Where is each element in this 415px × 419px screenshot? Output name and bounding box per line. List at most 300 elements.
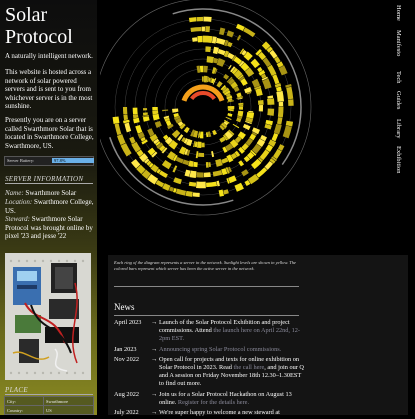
sunlight-arc (261, 151, 267, 159)
sunlight-arc (157, 182, 163, 186)
sunlight-arc (150, 149, 153, 153)
sunlight-arc (206, 184, 216, 185)
sunlight-arc (244, 29, 254, 35)
sunlight-arc (238, 93, 239, 97)
place-table (4, 396, 94, 415)
sunlight-arc (158, 170, 160, 172)
sunlight-arc (242, 80, 245, 85)
server-name-row (5, 189, 95, 198)
sunlight-arc (249, 118, 250, 122)
sunlight-arc (246, 182, 250, 184)
sunlight-arc (255, 129, 257, 133)
server-steward-row (5, 215, 95, 241)
sunlight-arc (227, 33, 233, 35)
sunlight-arc (263, 75, 265, 78)
sunlight-arc (185, 140, 187, 141)
sunlight-arc (227, 133, 231, 137)
sunlight-arc (272, 160, 274, 162)
table-row (5, 406, 94, 415)
list-item (114, 391, 304, 407)
sunlight-arc (264, 78, 265, 79)
sunlight-arc (192, 133, 194, 134)
sunlight-arc (264, 43, 268, 47)
sunlight-arc (227, 170, 229, 171)
nav-manifesto[interactable]: Manifesto (395, 30, 402, 56)
sunlight-arc (240, 111, 241, 116)
sunlight-arc (269, 66, 274, 75)
sunlight-arc (191, 29, 201, 30)
sunlight-arc (259, 140, 262, 145)
sunlight-arc (213, 172, 222, 174)
sunlight-arc (229, 178, 236, 181)
place-heading: PLACE (5, 386, 93, 395)
sunlight-arc (231, 132, 232, 133)
sunlight-arc (203, 39, 212, 40)
sunlight-arc (258, 51, 260, 53)
sunlight-arc (261, 72, 263, 75)
sunlight-arc (187, 142, 191, 144)
sunlight-arc (207, 59, 214, 60)
sunlight-arc (274, 158, 275, 159)
sunlight-arc (178, 119, 180, 122)
news-text: We're super happy to welcome a new steward at (159, 409, 280, 416)
sunlight-arc (280, 145, 282, 150)
sunlight-arc (230, 99, 231, 101)
sunlight-arc (174, 179, 181, 181)
server-info-heading: SERVER INFORMATION (5, 175, 93, 184)
sunlight-arc (154, 154, 156, 156)
sunlight-arc (240, 162, 243, 164)
sunlight-arc (223, 149, 226, 150)
tagline: A naturally intelligent network. (5, 52, 95, 61)
news-text: Open call for projects and texts for online exhibition on Solar Protocol in 2023. Read (159, 356, 299, 371)
sunlight-arc (186, 193, 192, 194)
sunlight-arc (225, 90, 226, 92)
news-date: Jan 2023 (114, 346, 137, 354)
sunlight-arc (224, 191, 229, 192)
sunlight-arc (241, 63, 243, 64)
sunlight-arc (266, 162, 271, 168)
sunlight-arc (286, 126, 289, 137)
sunlight-arc (182, 125, 184, 127)
sunlight-arc (176, 114, 177, 117)
sunlight-arc (174, 132, 178, 136)
sunlight-arc (170, 125, 171, 127)
sunlight-arc (245, 158, 248, 161)
battery-meter (4, 156, 94, 166)
server-name: Swarthmore Solar (25, 189, 76, 197)
sunlight-arc (227, 121, 228, 122)
sunlight-arc (146, 160, 148, 162)
sunlight-arc (193, 194, 200, 195)
sunlight-arc (224, 124, 225, 125)
sunlight-arc (289, 121, 290, 126)
sunlight-arc (250, 112, 251, 118)
sunlight-arc (236, 153, 238, 155)
list-item (114, 346, 304, 354)
sunlight-arc (139, 151, 142, 155)
sunlight-arc (232, 155, 236, 157)
news-date: April 2023 (114, 319, 141, 327)
arrow-icon: → (151, 409, 157, 417)
sunlight-arc (250, 176, 258, 181)
sunlight-arc (227, 92, 228, 94)
news-text-tail: , and join our Q and A session on Friday November 18th 12.30–1.30EST to find out more. (159, 364, 304, 387)
sunlight-arc (220, 138, 224, 141)
server-location-label: Location: (5, 198, 32, 206)
sunlight-arc (161, 147, 164, 150)
sunlight-arc (177, 117, 178, 119)
sunlight-arc (229, 114, 230, 117)
main-content (108, 255, 408, 415)
sunlight-arc (233, 83, 236, 87)
news-link[interactable]: the launch here on April 22nd, 12-2pm EST. (159, 327, 300, 342)
sunlight-arc (165, 136, 167, 139)
sunlight-arc (258, 89, 260, 96)
battery-label: Server Battery: (7, 157, 34, 165)
site-title-line1: Solar (5, 4, 73, 26)
sunlight-arc (278, 87, 279, 91)
sunlight-arc (228, 94, 229, 96)
sunlight-arc (171, 143, 176, 147)
news-link[interactable]: the call here (234, 364, 265, 371)
sunlight-arc (254, 145, 259, 151)
sunlight-arc (271, 51, 276, 57)
sunlight-arc (164, 150, 165, 151)
sunlight-arc (157, 143, 158, 145)
sunlight-arc (182, 139, 184, 140)
sunlight-arc (249, 154, 253, 158)
sunlight-arc (218, 61, 224, 63)
sunlight-arc (148, 162, 150, 164)
server-location-row (5, 198, 95, 215)
sunlight-arc (214, 60, 218, 61)
sunlight-arc (260, 159, 261, 161)
sunlight-arc (123, 144, 129, 155)
place-city-value: Swarthmore (43, 397, 93, 406)
sunlight-arc (254, 80, 257, 86)
sunlight-arc (174, 190, 176, 191)
sunlight-arc (275, 150, 280, 158)
news-date: Aug 2022 (114, 391, 139, 399)
diagram-caption: Each ring of the diagram represents a server in the network. Sunlight levels are shown in yellow. The colored bars represent which server has been the active server in the network. (114, 260, 299, 272)
sunlight-arc (273, 134, 276, 141)
news-text: Launch of the Solar Protocol Exhibition and project commissions. Attend (159, 319, 290, 334)
sunlight-arc (144, 141, 145, 143)
sunlight-arc (167, 139, 171, 143)
sunlight-arc (177, 191, 186, 193)
sunlight-arc (116, 117, 117, 124)
sunlight-arc (180, 122, 182, 125)
sunlight-arc (213, 70, 216, 71)
server-network-diagram (100, 0, 405, 255)
sunlight-arc (230, 80, 232, 83)
sunlight-arc (246, 54, 251, 58)
sunlight-arc (174, 157, 176, 158)
sunlight-arc (185, 173, 189, 174)
sunlight-arc (281, 67, 284, 74)
sunlight-arc (166, 116, 167, 118)
sunlight-arc (243, 145, 247, 149)
arrow-icon: → (151, 356, 157, 364)
sunlight-arc (279, 63, 281, 67)
sunlight-arc (264, 59, 269, 66)
sunlight-arc (117, 124, 120, 135)
sunlight-arc (269, 121, 270, 125)
sunlight-arc (134, 143, 139, 151)
sunlight-arc (221, 127, 223, 128)
server-steward-label: Steward: (5, 215, 30, 223)
sunlight-arc (192, 93, 215, 99)
sidebar (0, 0, 97, 415)
sunlight-arc (160, 172, 167, 176)
news-text: Join us for a Solar Protocol Hackathon on August 13 online. (159, 391, 292, 406)
sunlight-arc (263, 136, 265, 140)
sunlight-arc (240, 77, 241, 78)
news-link[interactable]: Register for the details here. (178, 399, 249, 406)
server-steward: Swarthmore Solar Protocol was brought online by pixel '23 and jesse '22 (5, 215, 93, 240)
nav-guides[interactable]: Guides (395, 91, 402, 109)
sunlight-arc (152, 166, 157, 170)
sunlight-arc (181, 149, 186, 151)
server-location: Swarthmore College, US. (5, 198, 93, 215)
sunlight-arc (247, 139, 251, 144)
sunlight-arc (226, 145, 231, 148)
sunlight-arc (127, 123, 129, 132)
sunlight-arc (150, 165, 152, 167)
sunlight-arc (216, 40, 224, 42)
sunlight-arc (219, 193, 223, 194)
divider (114, 315, 299, 316)
sunlight-arc (257, 87, 258, 89)
sunlight-arc (131, 138, 133, 143)
sunlight-arc (236, 87, 238, 91)
sunlight-arc (289, 87, 291, 99)
list-item (114, 356, 304, 389)
news-heading: News (114, 302, 135, 312)
sunlight-arc (170, 188, 173, 189)
sunlight-arc (276, 124, 279, 133)
sunlight-arc (253, 61, 258, 67)
sunlight-arc (241, 51, 242, 52)
sunlight-arc (243, 65, 248, 70)
sunlight-arc (243, 52, 246, 54)
sunlight-arc (156, 114, 157, 119)
sunlight-arc (225, 43, 228, 44)
sunlight-arc (212, 40, 216, 41)
nav-tech[interactable]: Tech (395, 71, 402, 84)
sunlight-arc (157, 122, 159, 127)
sunlight-arc (228, 55, 233, 58)
sunlight-arc (223, 126, 224, 127)
news-date: Nov 2022 (114, 356, 139, 364)
sunlight-arc (212, 80, 214, 81)
table-row (5, 397, 94, 406)
sunlight-arc (228, 44, 232, 46)
sunlight-arc (228, 157, 232, 159)
site-title[interactable] (5, 4, 73, 48)
sunlight-arc (246, 125, 248, 129)
sunlight-arc (142, 138, 143, 141)
sunlight-arc (164, 162, 171, 166)
sunlight-arc (194, 164, 198, 165)
server-photo (5, 253, 91, 380)
sunlight-arc (238, 37, 240, 38)
sunlight-arc (240, 133, 243, 137)
nav-exhibition[interactable]: Exhibition (395, 146, 402, 173)
sunlight-arc (229, 96, 230, 98)
sunlight-arc (253, 161, 260, 167)
sunlight-arc (225, 137, 226, 138)
sunlight-arc (155, 140, 157, 142)
place-country-value: US (43, 406, 93, 415)
sunlight-arc (271, 141, 273, 146)
news-list (114, 319, 304, 419)
sunlight-arc (225, 122, 226, 124)
current-server-text: Presently you are on a server called Swarthmore Solar that is located in Swarthmore College, Swarthmore, US. (5, 116, 95, 150)
sunlight-arc (259, 68, 261, 71)
sunlight-arc (208, 134, 211, 135)
sunlight-arc (136, 118, 137, 123)
nav-home[interactable]: Home (395, 5, 402, 21)
sunlight-arc (218, 51, 224, 53)
sunlight-arc (179, 137, 181, 139)
divider (114, 286, 299, 287)
sunlight-arc (257, 169, 265, 176)
sunlight-arc (133, 161, 138, 167)
sunlight-arc (247, 70, 251, 76)
sunlight-arc (238, 118, 239, 121)
sunlight-arc (138, 126, 140, 133)
place-city-label: City: (5, 397, 44, 406)
sunlight-arc (159, 145, 161, 147)
sunlight-arc (144, 172, 149, 176)
site-title-line2: Protocol (5, 26, 73, 48)
sunlight-arc (236, 138, 240, 142)
sunlight-arc (142, 155, 146, 159)
place-country-label: Country: (5, 406, 44, 415)
news-date: July 2022 (114, 409, 139, 417)
sunlight-arc (236, 126, 237, 127)
sunlight-arc (164, 186, 170, 189)
sunlight-arc (189, 19, 196, 20)
arrow-icon: → (151, 346, 157, 354)
sunlight-arc (240, 149, 243, 151)
sunlight-arc (260, 54, 264, 59)
sunlight-arc (268, 125, 269, 129)
sunlight-arc (140, 133, 142, 137)
sunlight-arc (167, 118, 168, 120)
sunlight-arc (169, 154, 174, 157)
sunlight-arc (279, 92, 280, 102)
sunlight-arc (177, 159, 183, 162)
intro-text: This website is hosted across a network of solar powered servers and is sent to you from whichever server is in the most sunshine. (5, 68, 95, 111)
sunlight-arc (242, 171, 247, 174)
sunlight-arc (120, 135, 124, 144)
sunlight-arc (188, 152, 190, 153)
sunlight-arc (174, 168, 176, 169)
news-link[interactable]: Announcing spring Solar Protocol commissions. (159, 346, 281, 353)
sunlight-arc (233, 58, 234, 59)
sunlight-arc (168, 121, 170, 125)
sunlight-arc (194, 133, 198, 134)
sunlight-arc (274, 75, 277, 83)
sunlight-arc (232, 142, 236, 146)
list-item (114, 409, 304, 417)
sunlight-arc (190, 174, 196, 175)
sunlight-arc (213, 132, 216, 133)
sunlight-arc (288, 85, 289, 87)
sunlight-arc (229, 169, 231, 170)
list-item (114, 319, 304, 344)
sunlight-arc (235, 59, 241, 63)
sunlight-arc (125, 115, 126, 120)
sunlight-arc (149, 129, 152, 135)
sunlight-arc (149, 177, 156, 182)
sunlight-arc (268, 146, 271, 151)
sunlight-arc (185, 152, 187, 153)
sunlight-arc (225, 53, 228, 54)
sunlight-arc (269, 48, 271, 51)
sunlight-arc (216, 162, 222, 164)
sunlight-arc (237, 26, 244, 29)
sunlight-arc (224, 125, 225, 126)
sunlight-arc (222, 160, 228, 162)
sunlight-arc (139, 167, 144, 172)
sunlight-arc (146, 117, 147, 121)
sunlight-arc (224, 76, 227, 79)
sunlight-arc (224, 88, 225, 89)
sunlight-arc (189, 184, 196, 185)
sunlight-arc (280, 107, 281, 118)
sunlight-arc (236, 186, 243, 189)
sunlight-arc (270, 109, 271, 116)
sunlight-arc (241, 78, 242, 79)
sunlight-arc (183, 162, 188, 164)
server-name-label: Name: (5, 189, 24, 197)
main-nav (395, 5, 411, 205)
sunlight-arc (222, 171, 226, 172)
sunlight-arc (226, 137, 227, 138)
sunlight-arc (265, 80, 268, 89)
sunlight-arc (223, 87, 224, 88)
sunlight-arc (239, 116, 240, 118)
sunlight-arc (232, 69, 234, 70)
sunlight-arc (185, 129, 188, 131)
sunlight-arc (192, 39, 197, 40)
sunlight-arc (251, 135, 254, 139)
battery-value: 97.8% (52, 158, 94, 163)
sunlight-arc (218, 83, 221, 85)
nav-library[interactable]: Library (395, 119, 402, 139)
sunlight-arc (236, 72, 240, 76)
arrow-icon: → (151, 391, 157, 399)
sunlight-arc (247, 88, 249, 92)
sunlight-arc (189, 163, 193, 164)
sunlight-arc (229, 67, 230, 68)
sunlight-arc (279, 117, 280, 124)
sunlight-arc (234, 70, 236, 72)
sunlight-arc (213, 50, 218, 51)
arrow-icon: → (151, 319, 157, 327)
sunlight-arc (253, 152, 254, 153)
sunlight-arc (276, 58, 279, 63)
sunlight-arc (229, 79, 230, 80)
sunlight-arc (254, 133, 255, 135)
sunlight-arc (220, 31, 225, 32)
sunlight-arc (278, 84, 279, 87)
sunlight-arc (153, 136, 156, 140)
